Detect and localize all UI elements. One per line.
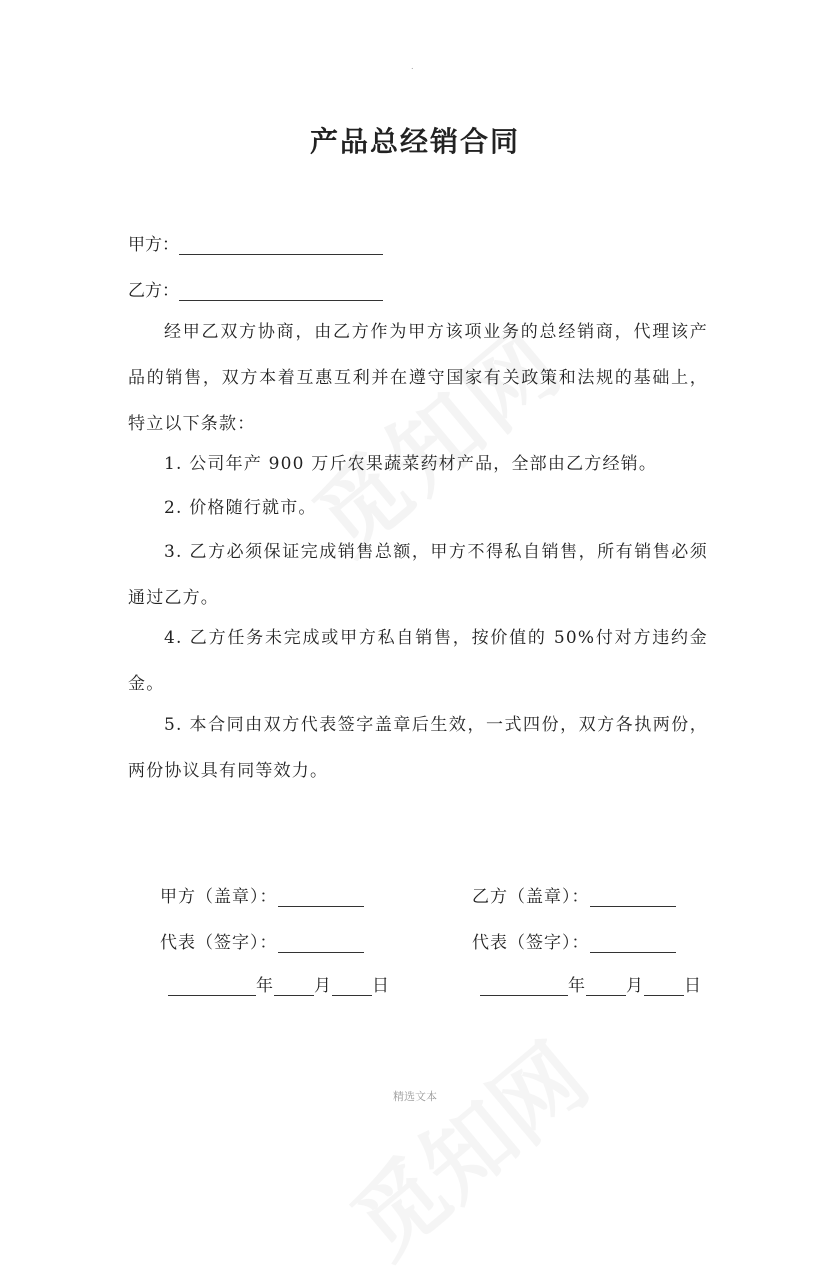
date-b-day: 日 <box>684 976 702 996</box>
date-b-month: 月 <box>626 976 644 996</box>
date-a-month-blank <box>274 979 314 996</box>
clause-2: 2. 价格随行就市。 <box>164 498 317 518</box>
party-a-label: 甲方： <box>128 235 179 255</box>
date-b-row <box>480 971 702 996</box>
party-b-seal-row <box>472 882 676 907</box>
page-title: 产品总经销合同 <box>309 125 520 158</box>
party-b-seal-blank <box>590 890 676 907</box>
rep-a-row <box>160 928 364 953</box>
party-b-label: 乙方： <box>128 281 179 301</box>
footer-text: 精选文本 <box>393 1090 437 1103</box>
rep-a-label: 代表（签字）： <box>160 933 278 953</box>
party-a-blank <box>179 236 383 255</box>
intro-paragraph: 经甲乙双方协商，由乙方作为甲方该项业务的总经销商，代理该产品的销售，双方本着互惠互利并在遵守国家有关政策和法规的基础上，特立以下条款： <box>128 322 708 434</box>
rep-b-label: 代表（签字）： <box>472 933 590 953</box>
date-a-day: 日 <box>372 976 390 996</box>
clause-4: 4. 乙方任务未完成或甲方私自销售，按价值的 50%付对方违约金金。 <box>128 628 708 694</box>
party-a-seal-label: 甲方（盖章）： <box>160 887 278 907</box>
clause-5: 5. 本合同由双方代表签字盖章后生效，一式四份，双方各执两份，两份协议具有同等效力。 <box>128 715 708 781</box>
header-dot: . <box>411 62 414 71</box>
date-a-day-blank <box>332 979 372 996</box>
date-a-row <box>168 971 390 996</box>
date-a-year-blank <box>168 979 256 996</box>
rep-b-blank <box>590 936 676 953</box>
party-b-seal-label: 乙方（盖章）： <box>472 887 590 907</box>
clause-3: 3. 乙方必须保证完成销售总额，甲方不得私自销售，所有销售必须通过乙方。 <box>128 542 708 608</box>
date-a-month: 月 <box>314 976 332 996</box>
date-b-month-blank <box>586 979 626 996</box>
party-b-line <box>128 275 383 301</box>
party-a-line <box>128 229 383 255</box>
watermark-bottom <box>320 1008 610 1281</box>
date-a-year: 年 <box>256 976 274 996</box>
party-a-seal-blank <box>278 890 364 907</box>
clause-1: 1. 公司年产 900 万斤农果蔬菜药材产品，全部由乙方经销。 <box>164 454 658 474</box>
party-a-seal-row <box>160 882 364 907</box>
date-b-day-blank <box>644 979 684 996</box>
party-b-blank <box>179 282 383 301</box>
rep-b-row <box>472 928 676 953</box>
date-b-year: 年 <box>568 976 586 996</box>
date-b-year-blank <box>480 979 568 996</box>
rep-a-blank <box>278 936 364 953</box>
